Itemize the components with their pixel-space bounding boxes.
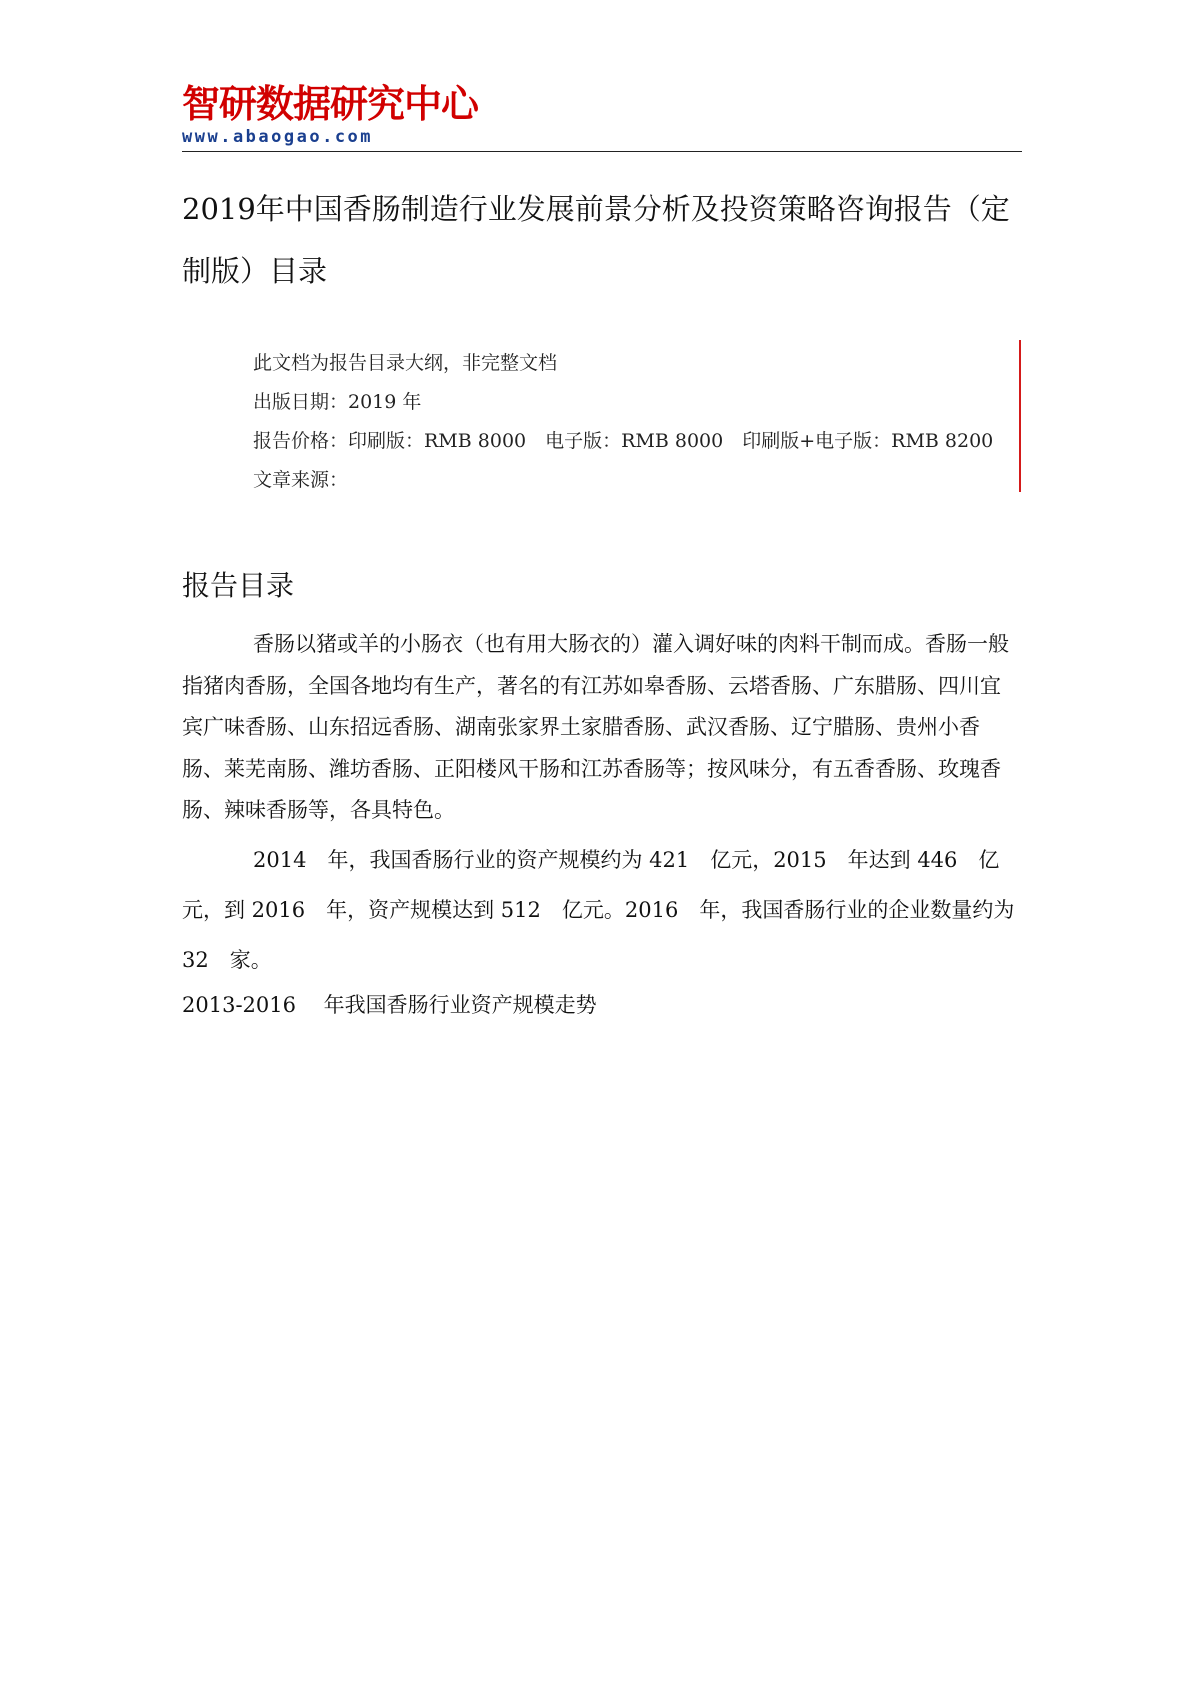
site-header <box>182 82 1022 147</box>
meta-note: 此文档为报告目录大纲，非完整文档 <box>253 352 558 374</box>
meta-source: 文章来源： <box>253 469 349 491</box>
chart-caption: 2013-2016 年我国香肠行业资产规模走势 <box>182 992 597 1017</box>
paragraph-stats: 2014 年，我国香肠行业的资产规模约为 421 亿元，2015 年达到 446 亿元，到 2016 年，资产规模达到 512 亿元。2016 年，我国香肠行业的企业数量约为 32 家。 <box>182 847 1015 972</box>
logo-url: www.abaogao.com <box>182 127 374 147</box>
report-meta <box>253 344 993 500</box>
paragraph-intro: 香肠以猪或羊的小肠衣（也有用大肠衣的）灌入调好味的肉料干制而成。香肠一般指猪肉香肠，全国各地均有生产，著名的有江苏如皋香肠、云塔香肠、广东腊肠、四川宜宾广味香肠、山东招远香肠、湖南张家界土家腊香肠、武汉香肠、辽宁腊肠、贵州小香肠、莱芜南肠、潍坊香肠、正阳楼风干肠和江苏香肠等；按风味分，有五香香肠、玫瑰香肠、辣味香肠等，各具特色。 <box>182 632 1009 822</box>
header-divider <box>182 151 1022 152</box>
section-body <box>182 624 1020 1025</box>
section-title: 报告目录 <box>182 569 295 602</box>
document-title: 2019年中国香肠制造行业发展前景分析及投资策略咨询报告（定制版）目录 <box>182 192 1010 288</box>
meta-publish-date: 出版日期：2019 年 <box>253 391 422 413</box>
meta-accent-rule <box>1019 340 1021 492</box>
logo-text: 智研数据研究中心 <box>182 82 479 126</box>
meta-price: 报告价格：印刷版：RMB 8000 电子版：RMB 8000 印刷版+电子版：RMB 8200 <box>253 430 994 452</box>
